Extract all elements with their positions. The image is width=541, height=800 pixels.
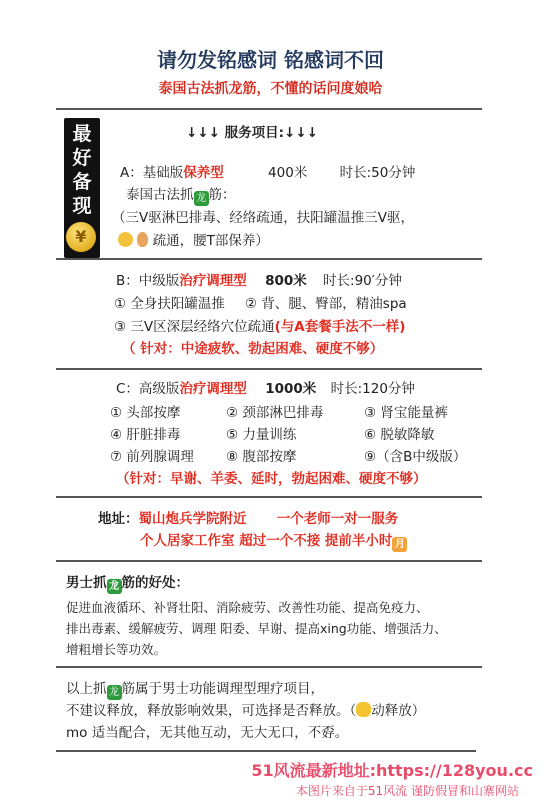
basic-package: A：基础版保养型 400米 时长:50分钟	[120, 165, 416, 181]
page-title: 请勿发铭感词 铭感词不回	[157, 48, 384, 72]
adv-item: ② 颈部淋巴排毒	[226, 405, 324, 421]
adv-item: ③ 肾宝能量裤	[364, 405, 448, 421]
mid-package: B：中级版治疗调理型 800米 时长:90′分钟	[116, 273, 402, 289]
address-line2: 个人居家工作室 超过一个不接 提前半小时 月	[140, 532, 407, 552]
site-disclaimer: 本图片来自于51风流 谨防假冒和山寨网站	[295, 784, 519, 798]
divider	[56, 258, 482, 260]
note-line1: 以上抓 龙 筋属于男士功能调理型理疗项目，	[66, 681, 324, 698]
divider	[56, 666, 482, 668]
coin-icon: ¥	[66, 222, 96, 252]
basic-line4: 疏通，腰T部保养）	[118, 232, 269, 251]
adv-item: ⑨（含B中级版）	[364, 449, 467, 465]
dragon-icon: 龙	[107, 579, 122, 594]
divider	[56, 750, 476, 752]
adv-target: （针对：早谢、羊委、延时，勃起困难、硬度不够）	[116, 471, 427, 487]
page-subtitle: 泰国古法抓龙筋，不懂的话问度娘哈	[158, 81, 383, 97]
benefit-line3: 增粗增长等功效。	[66, 642, 167, 657]
benefit-title: 男士抓 龙 筋的好处：	[66, 575, 189, 592]
basic-line3: （三V驱淋巴排毒、经络疏通，扶阳罐温推三V驱，	[112, 210, 414, 226]
basic-line2: 泰国古法抓 龙 筋：	[126, 187, 236, 204]
adv-item: ① 头部按摩	[110, 405, 181, 421]
divider	[56, 560, 482, 562]
mid-items-1: ① 全身扶阳罐温推 ② 背、腿、臀部，精油spa	[114, 296, 407, 312]
hand-icon	[356, 702, 371, 717]
egg-icon	[137, 232, 148, 247]
benefit-line1: 促进血液循环、补肾壮阳、消除疲劳、改善性功能、提高免疫力、	[66, 600, 429, 615]
month-icon: 月	[392, 537, 407, 552]
adv-item: ⑤ 力量训练	[226, 427, 297, 443]
address-line1: 地址：蜀山炮兵学院附近 一个老师一对一服务	[98, 511, 399, 527]
adv-item: ⑦ 前列腺调理	[110, 449, 194, 465]
sun-icon	[118, 232, 133, 247]
mid-items-2: ③ 三V区深层经络穴位疏通(与A套餐手法不一样)	[114, 319, 406, 335]
adv-item: ⑥ 脱敏降敏	[364, 427, 435, 443]
mid-target: （ 针对：中途疲软、勃起困难、硬度不够）	[122, 341, 384, 357]
adv-package: C：高级版治疗调理型 1000米 时长:120分钟	[116, 381, 415, 397]
dragon-icon: 龙	[194, 191, 209, 206]
benefit-line2: 排出毒素、缓解疲劳、调理 阳委、早谢、提高xing功能、增强活力、	[66, 621, 447, 636]
note-line2: 不建议释放，释放影响效果，可选择是否释放。（ 动释放）	[66, 703, 426, 719]
divider	[56, 496, 482, 498]
prepay-badge: 最好备现	[64, 118, 100, 258]
note-line3: mo 适当配合，无其他互动，无大无口，不孬。	[66, 725, 349, 741]
adv-item: ④ 肝脏排毒	[110, 427, 181, 443]
service-heading: ↓↓↓ 服务项目:↓↓↓	[186, 125, 318, 141]
divider	[56, 108, 482, 110]
adv-item: ⑧ 腹部按摩	[226, 449, 297, 465]
dragon-icon: 龙	[107, 685, 122, 700]
divider	[56, 368, 482, 370]
site-watermark: 51风流最新地址:https://128you.cc	[251, 761, 533, 780]
